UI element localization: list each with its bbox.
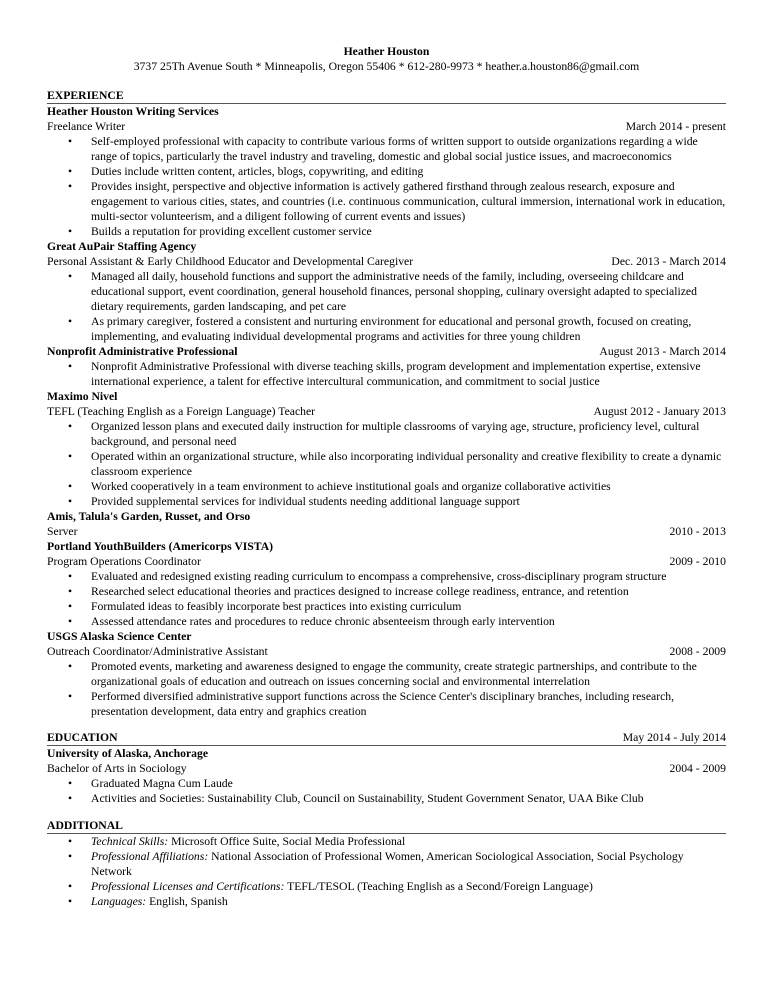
- bullet-item: • Managed all daily, household functions and support the administrative needs of the family, including, overseeing childcare and educational support, event coordination, general household finances, personal shopping, culinary oversight adapted to specialized dietary requirements, garden landscaping, and pet care: [47, 269, 726, 314]
- bullet-item: • Assessed attendance rates and procedures to reduce chronic absenteeism through early intervention: [47, 614, 726, 629]
- item-text: English, Spanish: [149, 895, 228, 908]
- bullet-item: • Organized lesson plans and executed daily instruction for multiple classrooms of varying age, structure, proficiency level, cultural background, and personal need: [47, 419, 726, 449]
- job-dates: Dec. 2013 - March 2014: [611, 255, 726, 268]
- bullet-item: • Builds a reputation for providing excellent customer service: [47, 224, 726, 239]
- resume-name: Heather Houston: [343, 45, 430, 58]
- job-role-row: [47, 119, 726, 134]
- bullet-item: [47, 849, 726, 879]
- bullet-item: • Self-employed professional with capacity to contribute various forms of written support to outside organizations regarding a wide range of topics, particularly the travel industry and traveling, domestic and global social justice issues, and macroeconomics: [47, 134, 726, 164]
- resume-page: [47, 44, 726, 909]
- contact-line: 3737 25Th Avenue South * Minneapolis, Oregon 55406 * 612-280-9973 * heather.a.houston86@gmail.com: [133, 60, 640, 73]
- bullet-item: • Duties include written content, articles, blogs, copywriting, and editing: [47, 164, 726, 179]
- job-title: Program Operations Coordinator: [47, 555, 201, 568]
- org-name: Portland YouthBuilders (Americorps VISTA): [47, 540, 274, 553]
- bullet-list: [47, 134, 726, 239]
- bullet-list: [47, 659, 726, 719]
- school-name: University of Alaska, Anchorage: [47, 747, 209, 760]
- job-role-row: [47, 554, 726, 569]
- bullet-item: • Provided supplemental services for individual students needing additional language support: [47, 494, 726, 509]
- bullet-list: [47, 776, 726, 806]
- job-title: Freelance Writer: [47, 120, 126, 133]
- bullet-item: • Graduated Magna Cum Laude: [47, 776, 726, 791]
- item-label: Languages:: [91, 895, 147, 908]
- degree-title: Bachelor of Arts in Sociology: [47, 762, 187, 775]
- bullet-list: [47, 834, 726, 909]
- bullet-item: • Evaluated and redesigned existing reading curriculum to encompass a comprehensive, cross-disciplinary program structure: [47, 569, 726, 584]
- job-role-row: [47, 404, 726, 419]
- org-name: Nonprofit Administrative Professional: [47, 345, 238, 358]
- job-title: Outreach Coordinator/Administrative Assistant: [47, 645, 268, 658]
- experience-title: EXPERIENCE: [47, 89, 124, 102]
- bullet-item: • Researched select educational theories and practices designed to increase college readiness, entrance, and retention: [47, 584, 726, 599]
- additional-title: ADDITIONAL: [47, 819, 123, 832]
- item-text: TEFL/TESOL (Teaching English as a Second/Foreign Language): [287, 880, 593, 893]
- org-name: Heather Houston Writing Services: [47, 105, 219, 118]
- bullet-item: • As primary caregiver, fostered a consistent and nurturing environment for educational and personal growth, focused on creating, implementing, and evaluating individual developmental programs and activities for three young children: [47, 314, 726, 344]
- item-label: Technical Skills:: [91, 835, 169, 848]
- job-role-row: [47, 254, 726, 269]
- item-text: Microsoft Office Suite, Social Media Professional: [171, 835, 406, 848]
- org-name: USGS Alaska Science Center: [47, 630, 192, 643]
- bullet-item: [47, 894, 726, 909]
- education-title: EDUCATION: [47, 731, 118, 744]
- job-dates: 2008 - 2009: [669, 645, 726, 658]
- job-dates: 2010 - 2013: [669, 525, 726, 538]
- bullet-item: • Activities and Societies: Sustainability Club, Council on Sustainability, Student Government Senator, UAA Bike Club: [47, 791, 726, 806]
- bullet-item: • Nonprofit Administrative Professional with diverse teaching skills, program development and implementation expertise, extensive international experience, a talent for effective intercultural communication, and commitment to social justice: [47, 359, 726, 389]
- job-dates: August 2012 - January 2013: [593, 405, 726, 418]
- bullet-item: • Operated within an organizational structure, while also incorporating individual personality and creative flexibility to create a dynamic classroom experience: [47, 449, 726, 479]
- bullet-item: • Worked cooperatively in a team environment to achieve institutional goals and organize collaborative activities: [47, 479, 726, 494]
- job-title: Server: [47, 525, 78, 538]
- bullet-list: [47, 359, 726, 389]
- job-role-row: [47, 644, 726, 659]
- item-label: Professional Affiliations:: [91, 850, 209, 863]
- job-title: TEFL (Teaching English as a Foreign Language) Teacher: [47, 405, 316, 418]
- org-name: Great AuPair Staffing Agency: [47, 240, 197, 253]
- bullet-item: [47, 834, 726, 849]
- job-role-row: [47, 524, 726, 539]
- bullet-item: • Promoted events, marketing and awareness designed to engage the community, create strategic partnerships, and contribute to the organizational goals of education and outreach on issues concerning social and environmental interrelation: [47, 659, 726, 689]
- education-dates: May 2014 - July 2014: [622, 731, 726, 744]
- bullet-item: [47, 879, 726, 894]
- degree-dates: 2004 - 2009: [669, 762, 726, 775]
- item-label: Professional Licenses and Certifications:: [91, 880, 285, 893]
- job-title: Personal Assistant & Early Childhood Educator and Developmental Caregiver: [47, 255, 414, 268]
- experience-heading: [47, 88, 726, 104]
- bullet-list: [47, 569, 726, 629]
- bullet-list: [47, 419, 726, 509]
- job-dates: 2009 - 2010: [669, 555, 726, 568]
- bullet-item: • Formulated ideas to feasibly incorporate best practices into existing curriculum: [47, 599, 726, 614]
- job-dates: August 2013 - March 2014: [599, 345, 726, 358]
- org-name: Amis, Talula's Garden, Russet, and Orso: [47, 510, 251, 523]
- org-name-row: [47, 344, 726, 359]
- job-dates: March 2014 - present: [625, 120, 726, 133]
- item-text: National Association of Professional Women, American Sociological Association, Social Psychology Network: [91, 850, 684, 878]
- bullet-item: • Performed diversified administrative support functions across the Science Center's disciplinary branches, including research, presentation development, data entry and graphics creation: [47, 689, 726, 719]
- additional-heading: [47, 818, 726, 834]
- bullet-item: • Provides insight, perspective and objective information is actively gathered firsthand through zealous research, exposure and engagement to various cities, states, and countries (i.e. continuous communication, cultural immersion, international work in education, multi-sector volunteerism, and a diligent following of current events and issues): [47, 179, 726, 224]
- education-heading: [47, 730, 726, 746]
- org-name: Maximo Nivel: [47, 390, 118, 403]
- bullet-list: [47, 269, 726, 344]
- degree-row: [47, 761, 726, 776]
